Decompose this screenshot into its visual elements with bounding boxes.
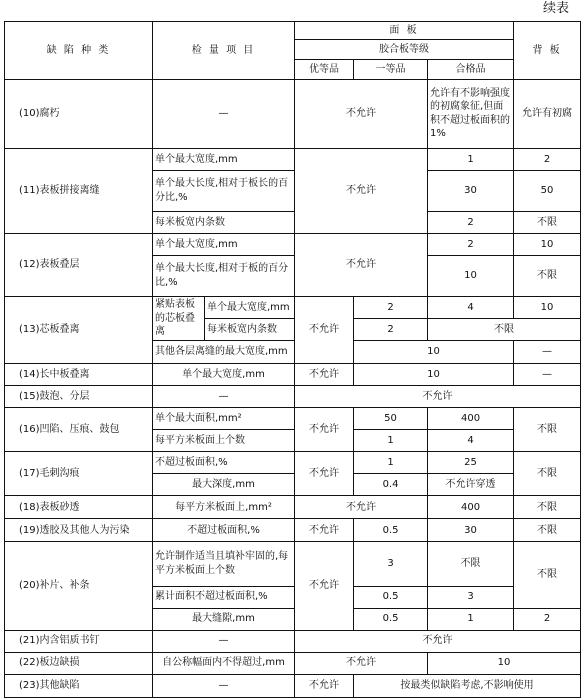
cell-back: 不限 <box>514 408 581 452</box>
cell-value: 10 <box>428 652 581 674</box>
cell-back: 不限 <box>514 211 581 233</box>
defect-name: (21)内含铝质书钉 <box>5 630 153 652</box>
cell-first: 50 <box>354 408 428 430</box>
header-defect-type: 缺 陷 种 类 <box>5 22 153 80</box>
cell-first: 0.5 <box>354 519 428 542</box>
defect-name: (16)凹陷、压痕、鼓包 <box>5 408 153 452</box>
check-item: 单个最大长度,相对于板长的百分比,% <box>153 171 295 212</box>
check-item: 单个最大宽度,mm <box>153 148 295 170</box>
cell-first: 1 <box>354 430 428 452</box>
cell-first: 0.4 <box>354 474 428 496</box>
check-item: 单个最大宽度,mm <box>205 296 295 318</box>
check-item: 不超过板面积,% <box>153 519 295 542</box>
cell-back: 允许有初腐 <box>514 79 581 148</box>
cell-first: 2 <box>354 296 428 318</box>
check-item: 最大缝隙,mm <box>153 608 295 630</box>
cell-dash: — <box>153 79 295 148</box>
cell-not-allowed: 不允许 <box>295 452 354 496</box>
defect-name: (11)表板拼接离缝 <box>5 148 153 233</box>
defect-name: (17)毛刺沟痕 <box>5 452 153 496</box>
check-item: 允许制作适当且填补牢固的,每平方米板面上个数 <box>153 542 295 586</box>
defect-name: (22)板边缺损 <box>5 652 153 674</box>
cell-dash: — <box>153 386 295 408</box>
cell-not-allowed: 不允许 <box>295 79 428 148</box>
header-grade-first: 一等品 <box>354 59 428 79</box>
check-item: 其他各层离缝的最大宽度,mm <box>153 341 295 364</box>
cell-dash: — <box>153 674 295 697</box>
cell-qualified: 400 <box>428 408 514 430</box>
cell-back: 2 <box>514 608 581 630</box>
cell-qualified: 25 <box>428 452 514 474</box>
check-item: 自公称幅面内不得超过,mm <box>153 652 295 674</box>
cell-back: — <box>514 364 581 386</box>
defect-name: (23)其他缺陷 <box>5 674 153 697</box>
cell-qualified: 不限 <box>428 542 514 586</box>
check-item: 单个最大宽度,mm <box>153 364 295 386</box>
defect-name: (18)表板砂透 <box>5 496 153 519</box>
cell-back: — <box>514 341 581 364</box>
cell-not-allowed: 不允许 <box>295 496 428 519</box>
cell-not-allowed: 不允许 <box>295 674 354 697</box>
defect-name: (14)长中板叠离 <box>5 364 153 386</box>
check-subgroup: 紧贴表板的芯板叠离 <box>153 296 205 340</box>
check-item: 单个最大长度,相对于板的百分比,% <box>153 256 295 297</box>
defect-name: (10)腐朽 <box>5 79 153 148</box>
cell-value: 10 <box>354 341 514 364</box>
cell-qualified: 400 <box>428 496 514 519</box>
continued-label: 续表 <box>542 1 569 16</box>
cell-not-allowed: 不允许 <box>295 386 581 408</box>
cell-back: 10 <box>514 233 581 255</box>
cell-not-allowed: 不允许 <box>295 652 428 674</box>
cell-first: 3 <box>354 542 428 586</box>
cell-back: 10 <box>514 296 581 318</box>
defect-name: (15)鼓泡、分层 <box>5 386 153 408</box>
cell-first: 1 <box>354 452 428 474</box>
cell-value: 10 <box>354 364 514 386</box>
cell-not-allowed: 不允许 <box>295 364 354 386</box>
defect-name: (12)表板叠层 <box>5 233 153 296</box>
check-item: 累计面积不超过板面积,% <box>153 586 295 608</box>
cell-qualified: 1 <box>428 148 514 170</box>
check-item: 每平方米板面上,mm² <box>153 496 295 519</box>
cell-note: 按最类似缺陷考虑,不影响使用 <box>354 674 581 697</box>
check-item: 每米板宽内条数 <box>153 211 295 233</box>
cell-first: 0.5 <box>354 608 428 630</box>
cell-qualified: 不允许穿透 <box>428 474 514 496</box>
check-item: 不超过板面积,% <box>153 452 295 474</box>
header-grade-excellent: 优等品 <box>295 59 354 79</box>
header-grade-qualified: 合格品 <box>428 59 514 79</box>
cell-not-allowed: 不允许 <box>295 408 354 452</box>
defect-name: (20)补片、补条 <box>5 542 153 630</box>
cell-qualified: 2 <box>428 233 514 255</box>
check-item: 单个最大宽度,mm <box>153 233 295 255</box>
cell-qualified: 30 <box>428 519 514 542</box>
cell-back: 不限 <box>514 452 581 496</box>
cell-qualified: 4 <box>428 430 514 452</box>
cell-not-allowed: 不允许 <box>295 630 581 652</box>
cell-qualified: 30 <box>428 171 514 212</box>
header-face-panel: 面 板 <box>295 22 514 40</box>
check-item: 每平方米板面上个数 <box>153 430 295 452</box>
header-check-item: 检 量 项 目 <box>153 22 295 80</box>
cell-not-allowed: 不允许 <box>295 519 354 542</box>
cell-back: 不限 <box>514 519 581 542</box>
cell-dash: — <box>153 630 295 652</box>
cell-qualified: 4 <box>428 296 514 318</box>
cell-qualified: 允许有不影响强度的初腐象征,但面积不超过板面积的1% <box>428 79 514 148</box>
cell-not-allowed: 不允许 <box>295 148 428 233</box>
cell-first: 2 <box>354 318 428 340</box>
cell-back: 不限 <box>514 256 581 297</box>
defect-name: (13)芯板叠离 <box>5 296 153 363</box>
check-item: 单个最大面积,mm² <box>153 408 295 430</box>
header-back-panel: 背 板 <box>514 22 581 80</box>
cell-first: 0.5 <box>354 586 428 608</box>
defect-table <box>4 21 581 698</box>
cell-not-allowed: 不允许 <box>295 296 354 363</box>
cell-not-allowed: 不允许 <box>295 542 354 630</box>
header-grade-group: 胶合板等级 <box>295 39 514 59</box>
cell-qualified: 10 <box>428 256 514 297</box>
cell-not-allowed: 不允许 <box>295 233 428 296</box>
cell-back: 不限 <box>514 542 581 608</box>
cell-unlimited: 不限 <box>428 318 581 340</box>
cell-back: 2 <box>514 148 581 170</box>
check-item: 每米板宽内条数 <box>205 318 295 340</box>
cell-back: 不限 <box>514 496 581 519</box>
check-item: 最大深度,mm <box>153 474 295 496</box>
cell-qualified: 2 <box>428 211 514 233</box>
cell-back: 50 <box>514 171 581 212</box>
cell-qualified: 3 <box>428 586 514 608</box>
defect-name: (19)透胶及其他人为污染 <box>5 519 153 542</box>
cell-qualified: 1 <box>428 608 514 630</box>
